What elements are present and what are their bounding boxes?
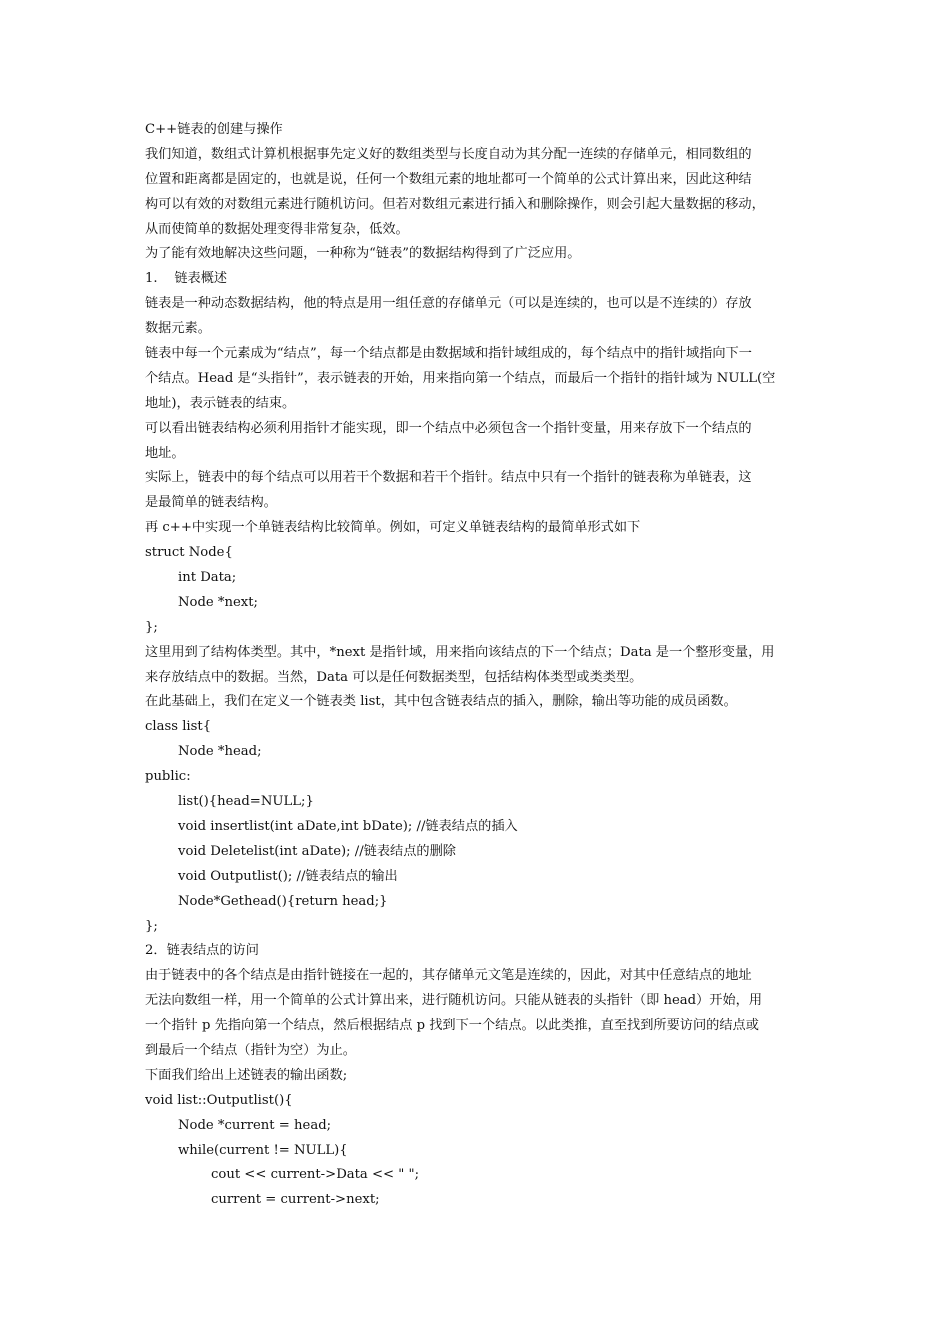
document-title: C++链表的创建与操作 bbox=[145, 122, 283, 137]
text-line: 一个指针 p 先指向第一个结点，然后根据结点 p 找到下一个结点。以此类推，直至找到所要访问的结点或 bbox=[145, 1018, 759, 1034]
code-line: void insertlist(int aDate,int bDate); //链表结点的插入 bbox=[178, 818, 518, 834]
paragraph bbox=[145, 964, 810, 1064]
code-block-output-function bbox=[145, 1089, 810, 1213]
code-line: struct Node{ bbox=[145, 545, 233, 561]
text-line: 从而使简单的数据处理变得非常复杂，低效。 bbox=[145, 221, 409, 237]
text-line: 是最简单的链表结构。 bbox=[145, 495, 277, 511]
text-line: 个结点。Head 是“头指针”，表示链表的开始，用来指向第一个结点，而最后一个指针的指针域为 NULL(空 bbox=[145, 370, 776, 386]
code-line: }; bbox=[145, 918, 158, 934]
text-line: 链表中每一个元素成为“结点”，每一个结点都是由数据域和指针域组成的，每个结点中的指针域指向下一 bbox=[145, 346, 752, 362]
code-line: int Data; bbox=[178, 570, 237, 586]
text-line: 链表是一种动态数据结构，他的特点是用一组任意的存储单元（可以是连续的，也可以是不连续的）存放 bbox=[145, 296, 752, 312]
code-block-node-struct bbox=[145, 541, 810, 641]
text-line: 数据元素。 bbox=[145, 321, 211, 337]
code-line: cout << current->Data << " "; bbox=[211, 1167, 420, 1183]
text-line: 地址。 bbox=[145, 445, 185, 461]
text-line: 无法向数组一样，用一个简单的公式计算出来，进行随机访问。只能从链表的头指针（即 head）开始，用 bbox=[145, 993, 763, 1009]
text-line: 这里用到了结构体类型。其中，*next 是指针域，用来指向该结点的下一个结点；Data 是一个整形变量，用 bbox=[145, 644, 775, 660]
text-line: 来存放结点中的数据。当然，Data 可以是任何数据类型，包括结构体类型或类类型。 bbox=[145, 669, 643, 685]
text-line: 由于链表中的各个结点是由指针链接在一起的，其存储单元文笔是连续的，因此，对其中任意结点的地址 bbox=[145, 968, 752, 984]
code-line: Node*Gethead(){return head;} bbox=[178, 893, 388, 909]
document-page bbox=[145, 118, 810, 1213]
code-line: public: bbox=[145, 769, 191, 785]
section-heading-1: 1. 链表概述 bbox=[145, 271, 228, 287]
section-heading-2: 2．链表结点的访问 bbox=[145, 943, 259, 959]
code-line: void Outputlist(); //链表结点的输出 bbox=[178, 868, 398, 884]
paragraph: 下面我们给出上述链表的输出函数; bbox=[145, 1067, 348, 1083]
code-line: void Deletelist(int aDate); //链表结点的删除 bbox=[178, 843, 456, 859]
paragraph: 在此基础上，我们在定义一个链表类 list，其中包含链表结点的插入，删除，输出等功能的成员函数。 bbox=[145, 694, 737, 710]
intro-paragraph-2: 为了能有效地解决这些问题，一种称为“链表”的数据结构得到了广泛应用。 bbox=[145, 246, 581, 262]
code-line: Node *head; bbox=[178, 744, 262, 760]
code-line: current = current->next; bbox=[211, 1192, 380, 1208]
code-line: Node *next; bbox=[178, 594, 258, 610]
text-line: 到最后一个结点（指针为空）为止。 bbox=[145, 1042, 356, 1058]
paragraph bbox=[145, 292, 810, 342]
code-line: while(current != NULL){ bbox=[178, 1142, 348, 1158]
text-line: 实际上，链表中的每个结点可以用若干个数据和若干个指针。结点中只有一个指针的链表称为单链表，这 bbox=[145, 470, 752, 486]
text-line: 构可以有效的对数组元素进行随机访问。但若对数组元素进行插入和删除操作，则会引起大量数据的移动， bbox=[145, 196, 765, 212]
code-line: Node *current = head; bbox=[178, 1117, 332, 1133]
text-line: 位置和距离都是固定的，也就是说，任何一个数组元素的地址都可一个简单的公式计算出来，因此这种结 bbox=[145, 171, 752, 187]
code-line: list(){head=NULL;} bbox=[178, 794, 314, 810]
paragraph: 再 c++中实现一个单链表结构比较简单。例如，可定义单链表结构的最简单形式如下 bbox=[145, 520, 641, 536]
text-line: 我们知道，数组式计算机根据事先定义好的数组类型与长度自动为其分配一连续的存储单元，相同数组的 bbox=[145, 146, 752, 162]
paragraph bbox=[145, 417, 810, 467]
text-line: 地址)，表示链表的结束。 bbox=[145, 395, 296, 411]
intro-paragraph bbox=[145, 143, 810, 243]
code-line: class list{ bbox=[145, 719, 212, 735]
code-line: void list::Outputlist(){ bbox=[145, 1092, 293, 1108]
code-line: }; bbox=[145, 619, 158, 635]
paragraph bbox=[145, 641, 810, 691]
paragraph bbox=[145, 342, 810, 417]
paragraph bbox=[145, 466, 810, 516]
code-block-list-class bbox=[145, 715, 810, 939]
text-line: 可以看出链表结构必须利用指针才能实现，即一个结点中必须包含一个指针变量，用来存放下一个结点的 bbox=[145, 420, 752, 436]
